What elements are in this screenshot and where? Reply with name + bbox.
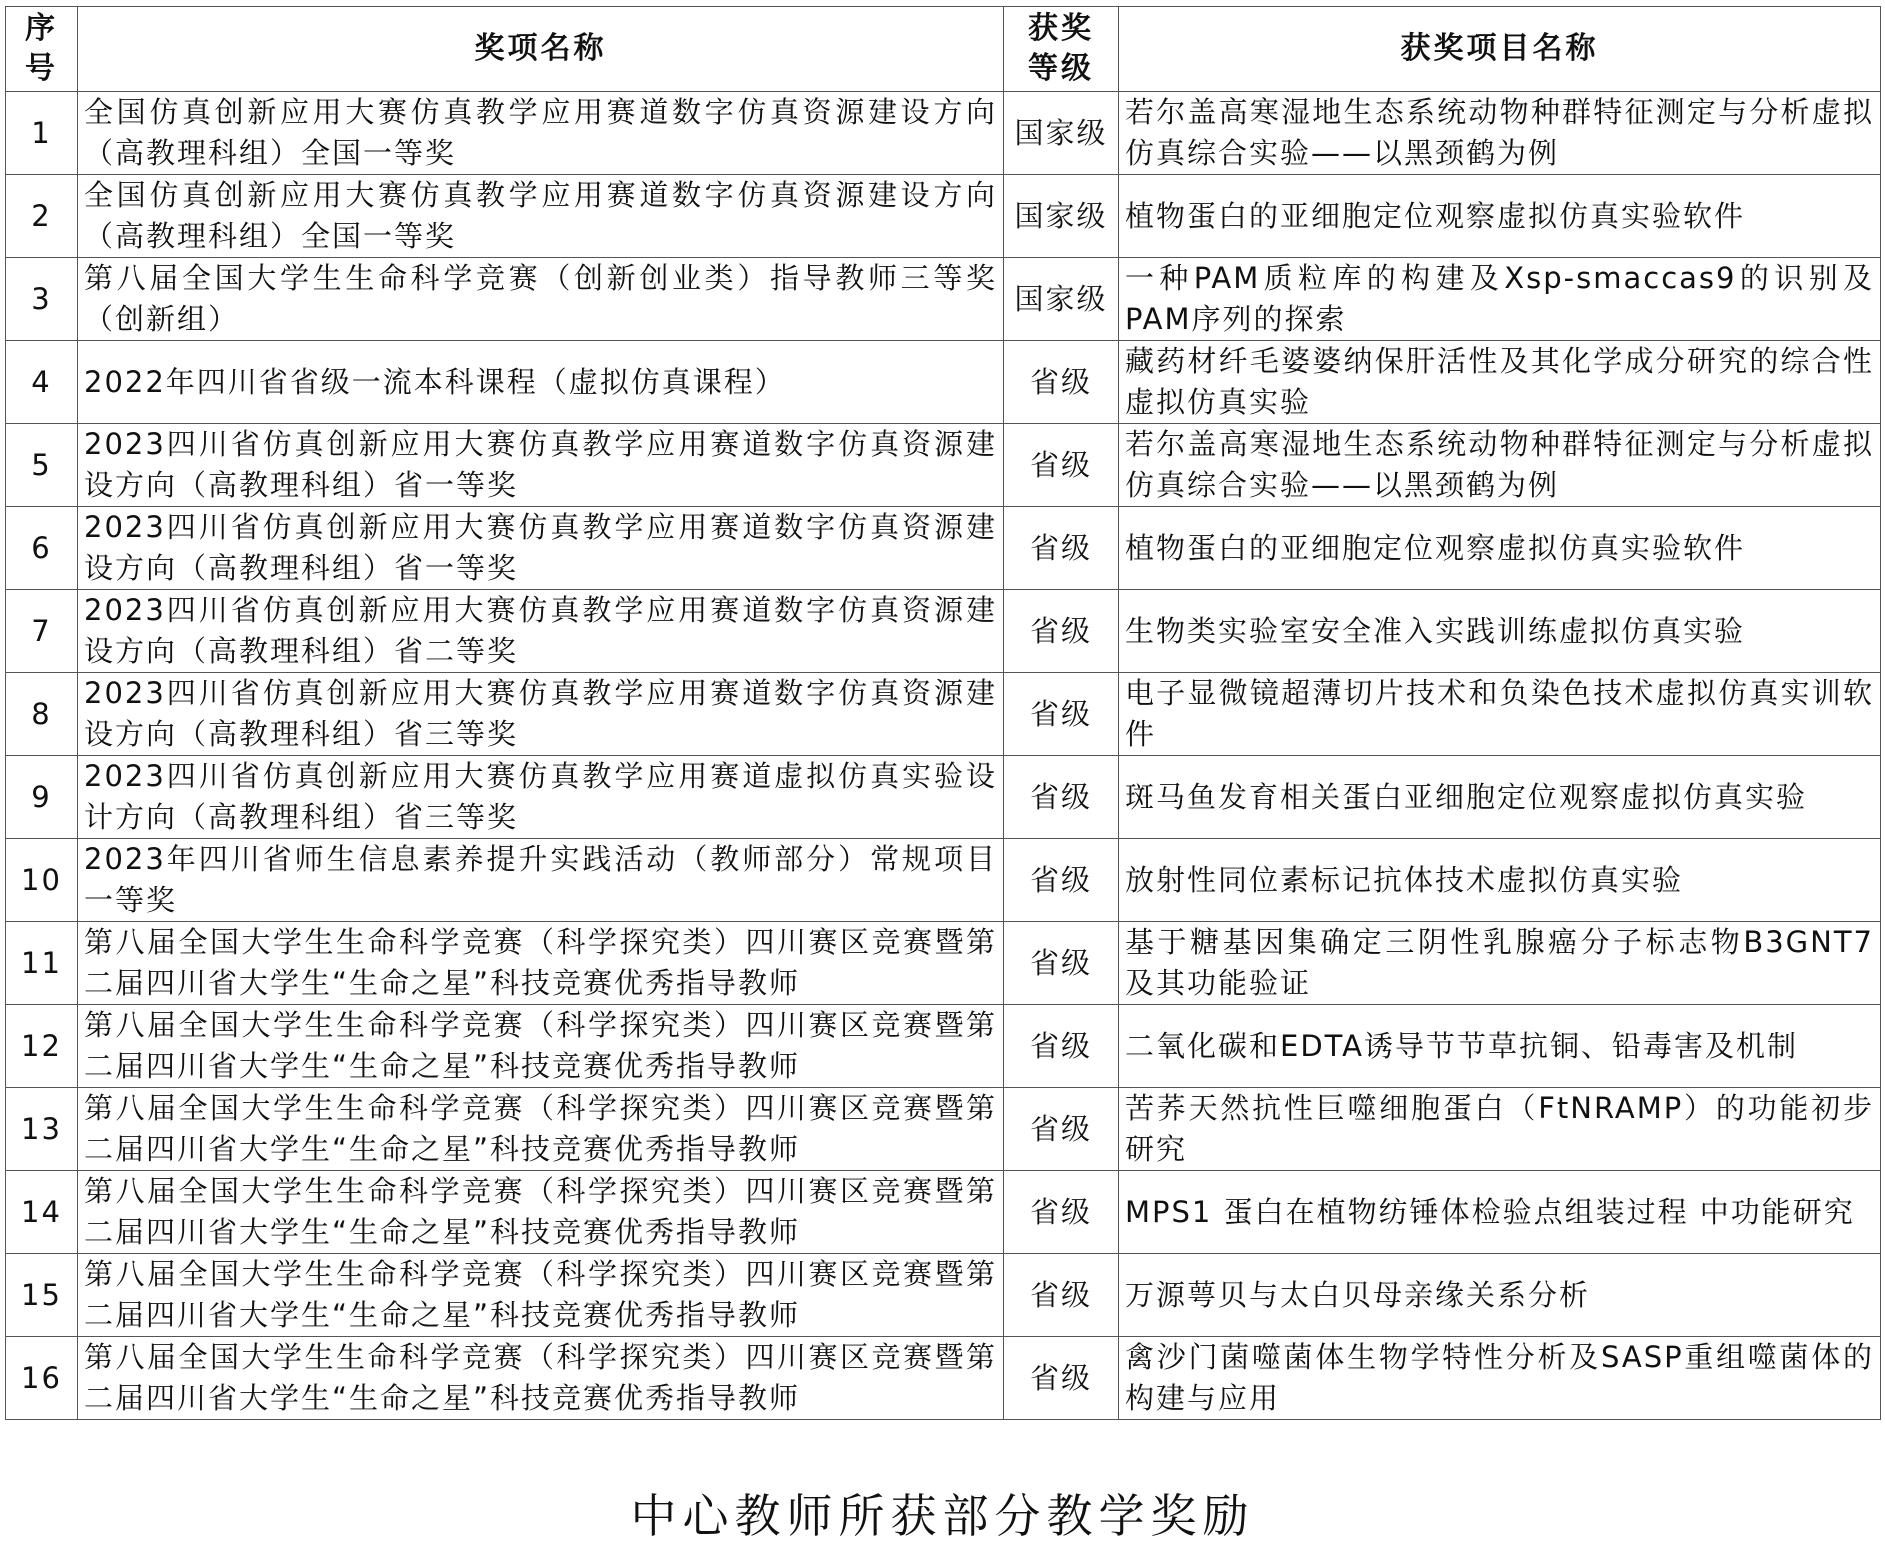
award-name: 第八届全国大学生生命科学竞赛（科学探究类）四川赛区竞赛暨第二届四川省大学生“生命之星”科技竞赛优秀指导教师 bbox=[78, 1337, 1004, 1420]
table-row bbox=[6, 673, 1881, 756]
award-name: 2023四川省仿真创新应用大赛仿真教学应用赛道数字仿真资源建设方向（高教理科组）省一等奖 bbox=[78, 424, 1004, 507]
header-level-line1: 获奖 bbox=[1028, 11, 1094, 46]
table-row bbox=[6, 839, 1881, 922]
award-level: 省级 bbox=[1004, 590, 1119, 673]
row-number: 15 bbox=[6, 1254, 78, 1337]
award-name: 2023四川省仿真创新应用大赛仿真教学应用赛道数字仿真资源建设方向（高教理科组）省三等奖 bbox=[78, 673, 1004, 756]
header-project: 获奖项目名称 bbox=[1119, 7, 1881, 92]
row-number: 13 bbox=[6, 1088, 78, 1171]
award-level: 国家级 bbox=[1004, 175, 1119, 258]
project-name: 放射性同位素标记抗体技术虚拟仿真实验 bbox=[1119, 839, 1881, 922]
award-level: 省级 bbox=[1004, 839, 1119, 922]
table-row bbox=[6, 756, 1881, 839]
project-name: 藏药材纤毛婆婆纳保肝活性及其化学成分研究的综合性虚拟仿真实验 bbox=[1119, 341, 1881, 424]
project-name: 植物蛋白的亚细胞定位观察虚拟仿真实验软件 bbox=[1119, 507, 1881, 590]
project-name: 禽沙门菌噬菌体生物学特性分析及SASP重组噬菌体的构建与应用 bbox=[1119, 1337, 1881, 1420]
award-level: 省级 bbox=[1004, 1088, 1119, 1171]
award-level: 省级 bbox=[1004, 507, 1119, 590]
award-level: 国家级 bbox=[1004, 258, 1119, 341]
row-number: 11 bbox=[6, 922, 78, 1005]
project-name: 一种PAM质粒库的构建及Xsp-smaccas9的识别及PAM序列的探索 bbox=[1119, 258, 1881, 341]
project-name: 苦荞天然抗性巨噬细胞蛋白（FtNRAMP）的功能初步研究 bbox=[1119, 1088, 1881, 1171]
table-row bbox=[6, 922, 1881, 1005]
award-level: 省级 bbox=[1004, 1005, 1119, 1088]
page-caption: 中心教师所获部分教学奖励 bbox=[630, 1489, 1255, 1543]
project-name: 若尔盖高寒湿地生态系统动物种群特征测定与分析虚拟仿真综合实验——以黑颈鹤为例 bbox=[1119, 424, 1881, 507]
awards-table bbox=[5, 6, 1881, 1420]
project-name: 二氧化碳和EDTA诱导节节草抗铜、铅毒害及机制 bbox=[1119, 1005, 1881, 1088]
table-row bbox=[6, 507, 1881, 590]
table-header bbox=[6, 7, 1881, 92]
award-level: 省级 bbox=[1004, 341, 1119, 424]
award-level: 省级 bbox=[1004, 424, 1119, 507]
award-name: 第八届全国大学生生命科学竞赛（科学探究类）四川赛区竞赛暨第二届四川省大学生“生命之星”科技竞赛优秀指导教师 bbox=[78, 1254, 1004, 1337]
award-level: 省级 bbox=[1004, 673, 1119, 756]
header-level-line2: 等级 bbox=[1028, 51, 1094, 86]
award-name: 第八届全国大学生生命科学竞赛（科学探究类）四川赛区竞赛暨第二届四川省大学生“生命之星”科技竞赛优秀指导教师 bbox=[78, 1005, 1004, 1088]
row-number: 10 bbox=[6, 839, 78, 922]
row-number: 16 bbox=[6, 1337, 78, 1420]
award-name: 2022年四川省省级一流本科课程（虚拟仿真课程） bbox=[78, 341, 1004, 424]
table-row bbox=[6, 424, 1881, 507]
table-row bbox=[6, 590, 1881, 673]
table-row bbox=[6, 1088, 1881, 1171]
row-number: 7 bbox=[6, 590, 78, 673]
table-row bbox=[6, 92, 1881, 175]
row-number: 5 bbox=[6, 424, 78, 507]
award-level: 国家级 bbox=[1004, 92, 1119, 175]
award-name: 全国仿真创新应用大赛仿真教学应用赛道数字仿真资源建设方向（高教理科组）全国一等奖 bbox=[78, 92, 1004, 175]
table-row bbox=[6, 1171, 1881, 1254]
table-row bbox=[6, 1254, 1881, 1337]
award-name: 2023四川省仿真创新应用大赛仿真教学应用赛道数字仿真资源建设方向（高教理科组）省一等奖 bbox=[78, 507, 1004, 590]
row-number: 2 bbox=[6, 175, 78, 258]
award-name: 第八届全国大学生生命科学竞赛（创新创业类）指导教师三等奖（创新组） bbox=[78, 258, 1004, 341]
project-name: 万源萼贝与太白贝母亲缘关系分析 bbox=[1119, 1254, 1881, 1337]
table-row bbox=[6, 258, 1881, 341]
award-name: 2023四川省仿真创新应用大赛仿真教学应用赛道虚拟仿真实验设计方向（高教理科组）省三等奖 bbox=[78, 756, 1004, 839]
row-number: 12 bbox=[6, 1005, 78, 1088]
award-name: 第八届全国大学生生命科学竞赛（科学探究类）四川赛区竞赛暨第二届四川省大学生“生命之星”科技竞赛优秀指导教师 bbox=[78, 1171, 1004, 1254]
row-number: 14 bbox=[6, 1171, 78, 1254]
table-row bbox=[6, 341, 1881, 424]
header-no: 序号 bbox=[6, 7, 78, 92]
row-number: 9 bbox=[6, 756, 78, 839]
project-name: 生物类实验室安全准入实践训练虚拟仿真实验 bbox=[1119, 590, 1881, 673]
award-name: 2023四川省仿真创新应用大赛仿真教学应用赛道数字仿真资源建设方向（高教理科组）省二等奖 bbox=[78, 590, 1004, 673]
award-level: 省级 bbox=[1004, 922, 1119, 1005]
row-number: 4 bbox=[6, 341, 78, 424]
row-number: 3 bbox=[6, 258, 78, 341]
award-level: 省级 bbox=[1004, 756, 1119, 839]
header-row bbox=[6, 7, 1881, 92]
award-name: 第八届全国大学生生命科学竞赛（科学探究类）四川赛区竞赛暨第二届四川省大学生“生命之星”科技竞赛优秀指导教师 bbox=[78, 922, 1004, 1005]
award-level: 省级 bbox=[1004, 1171, 1119, 1254]
table-body bbox=[6, 92, 1881, 1420]
table-row bbox=[6, 1005, 1881, 1088]
header-award: 奖项名称 bbox=[78, 7, 1004, 92]
project-name: 斑马鱼发育相关蛋白亚细胞定位观察虚拟仿真实验 bbox=[1119, 756, 1881, 839]
header-level bbox=[1004, 7, 1119, 92]
award-level: 省级 bbox=[1004, 1254, 1119, 1337]
project-name: 若尔盖高寒湿地生态系统动物种群特征测定与分析虚拟仿真综合实验——以黑颈鹤为例 bbox=[1119, 92, 1881, 175]
award-level: 省级 bbox=[1004, 1337, 1119, 1420]
row-number: 6 bbox=[6, 507, 78, 590]
project-name: MPS1 蛋白在植物纺锤体检验点组装过程 中功能研究 bbox=[1119, 1171, 1881, 1254]
project-name: 电子显微镜超薄切片技术和负染色技术虚拟仿真实训软件 bbox=[1119, 673, 1881, 756]
project-name: 植物蛋白的亚细胞定位观察虚拟仿真实验软件 bbox=[1119, 175, 1881, 258]
award-name: 全国仿真创新应用大赛仿真教学应用赛道数字仿真资源建设方向（高教理科组）全国一等奖 bbox=[78, 175, 1004, 258]
project-name: 基于糖基因集确定三阴性乳腺癌分子标志物B3GNT7 及其功能验证 bbox=[1119, 922, 1881, 1005]
table-row bbox=[6, 175, 1881, 258]
row-number: 1 bbox=[6, 92, 78, 175]
row-number: 8 bbox=[6, 673, 78, 756]
award-name: 2023年四川省师生信息素养提升实践活动（教师部分）常规项目一等奖 bbox=[78, 839, 1004, 922]
award-name: 第八届全国大学生生命科学竞赛（科学探究类）四川赛区竞赛暨第二届四川省大学生“生命之星”科技竞赛优秀指导教师 bbox=[78, 1088, 1004, 1171]
table-row bbox=[6, 1337, 1881, 1420]
